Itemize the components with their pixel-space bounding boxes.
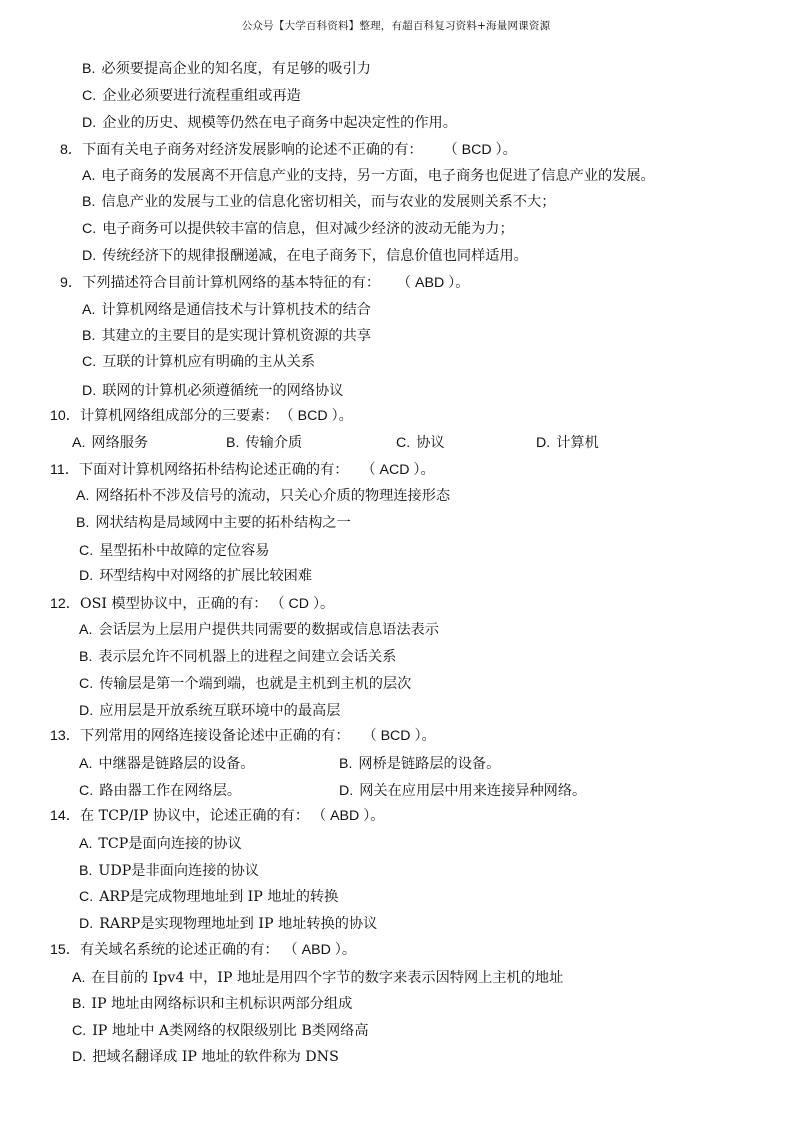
q13-option-b: B. 网桥是链路层的设备。	[339, 756, 501, 772]
q11-option-c: C. 星型拓朴中故障的定位容易	[79, 543, 270, 559]
q13-option-d: D. 网关在应用层中用来连接异种网络。	[339, 783, 587, 799]
q8-stem: 8．下面有关电子商务对经济发展影响的论述不正确的有： （ BCD ）。	[60, 142, 517, 158]
q11-stem: 11．下面对计算机网络拓朴结构论述正确的有： （ ACD ）。	[50, 462, 435, 478]
q11-option-d: D. 环型结构中对网络的扩展比较困难	[79, 568, 313, 584]
page-header: 公众号【大学百科资料】整理，有超百科复习资料+海量网课资源	[241, 20, 551, 32]
q14-stem: 14．在 TCP/IP 协议中，论述正确的有： （ ABD ）。	[50, 808, 385, 824]
q14-option-d: D. RARP是实现物理地址到 IP 地址转换的协议	[79, 916, 378, 932]
q14-option-b: B. UDP是非面向连接的协议	[79, 863, 259, 879]
q11-option-a: A. 网络拓朴不涉及信号的流动，只关心介质的物理连接形态	[76, 488, 451, 504]
q10-stem: 10．计算机网络组成部分的三要素： （ BCD ）。	[50, 408, 353, 424]
q15-option-c: C. IP 地址中 A类网络的权限级别比 B类网络高	[72, 1023, 369, 1039]
q7-option-d: D. 企业的历史、规模等仍然在电子商务中起决定性的作用。	[82, 115, 457, 131]
q13-stem: 13．下列常用的网络连接设备论述中正确的有： （ BCD ）。	[50, 728, 436, 744]
q8-option-c: C. 电子商务可以提供较丰富的信息，但对减少经济的波动无能为力；	[82, 221, 514, 237]
q8-option-d: D. 传统经济下的规律报酬递减，在电子商务下，信息价值也同样适用。	[82, 248, 528, 264]
q13-option-a: A. 中继器是链路层的设备。	[79, 756, 255, 772]
q10-option-d: D. 计算机	[536, 435, 599, 451]
q7-option-b: B. 必须要提高企业的知名度，有足够的吸引力	[82, 61, 371, 77]
q12-option-a: A. 会话层为上层用户提供共同需要的数据或信息语法表示	[79, 622, 439, 638]
q14-option-a: A. TCP是面向连接的协议	[79, 836, 242, 852]
q15-option-d: D. 把域名翻译成 IP 地址的软件称为 DNS	[72, 1049, 339, 1065]
q9-option-d: D. 联网的计算机必须遵循统一的网络协议	[82, 383, 344, 399]
q10-option-c: C. 协议	[396, 435, 445, 451]
q13-option-c: C. 路由器工作在网络层。	[79, 783, 242, 799]
q9-stem: 9．下列描述符合目前计算机网络的基本特征的有： （ ABD ）。	[60, 275, 470, 291]
q12-stem: 12．OSI 模型协议中，正确的有： （ CD ）。	[50, 596, 335, 612]
q12-option-b: B. 表示层允许不同机器上的进程之间建立会话关系	[79, 649, 397, 665]
q8-option-b: B. 信息产业的发展与工业的信息化密切相关，而与农业的发展则关系不大；	[82, 194, 556, 210]
q15-stem: 15．有关域名系统的论述正确的有： （ ABD ）。	[50, 942, 357, 958]
q7-option-c: C. 企业必须要进行流程重组或再造	[82, 88, 301, 104]
q15-option-b: B. IP 地址由网络标识和主机标识两部分组成	[72, 996, 353, 1012]
q12-option-d: D. 应用层是开放系统互联环境中的最高层	[79, 703, 341, 719]
q15-option-a: A. 在目前的 Ipv4 中，IP 地址是用四个字节的数字来表示因特网上主机的地址	[72, 970, 564, 986]
q9-option-a: A. 计算机网络是通信技术与计算机技术的结合	[82, 302, 371, 318]
q10-option-b: B. 传输介质	[226, 435, 303, 451]
q14-option-c: C. ARP是完成物理地址到 IP 地址的转换	[79, 889, 339, 905]
q9-option-b: B. 其建立的主要目的是实现计算机资源的共享	[82, 328, 371, 344]
q10-option-a: A. 网络服务	[72, 435, 149, 451]
q11-option-b: B. 网状结构是局域网中主要的拓朴结构之一	[76, 515, 351, 531]
q9-option-c: C. 互联的计算机应有明确的主从关系	[82, 354, 316, 370]
q8-option-a: A. 电子商务的发展离不开信息产业的支持，另一方面，电子商务也促进了信息产业的发展。	[82, 168, 655, 184]
q12-option-c: C. 传输层是第一个端到端，也就是主机到主机的层次	[79, 676, 412, 692]
